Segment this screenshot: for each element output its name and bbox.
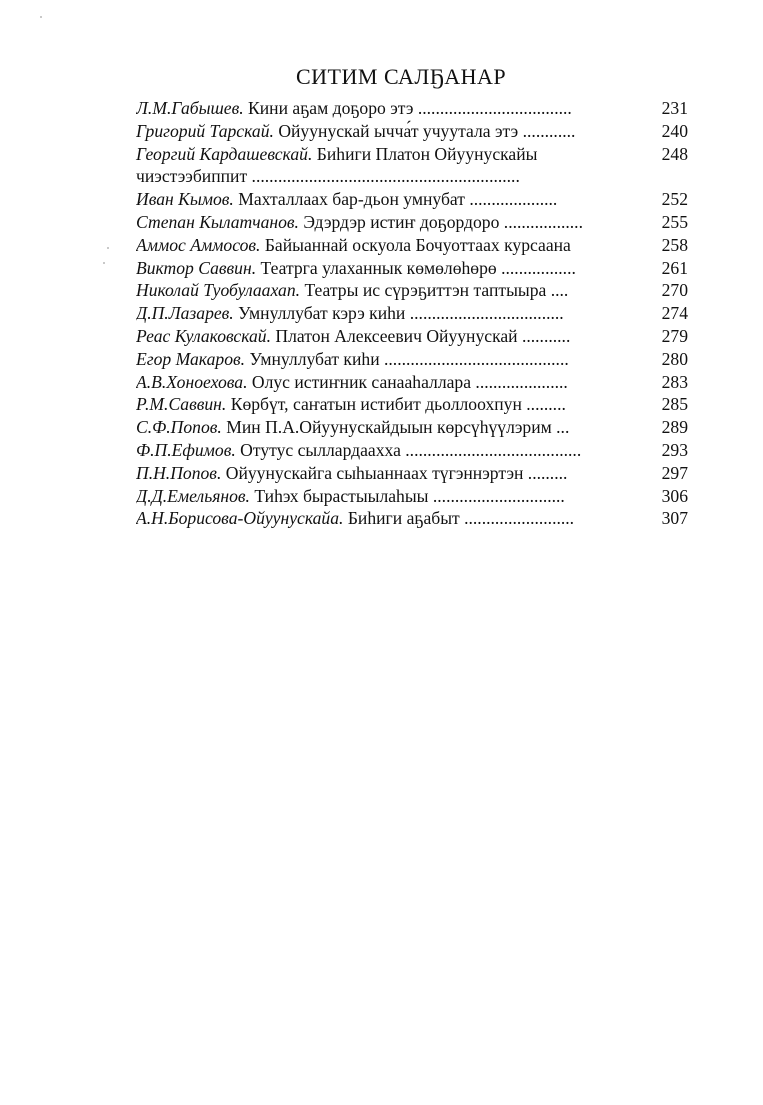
- scan-speck: [40, 16, 42, 18]
- entry-page-number: 255: [661, 211, 688, 232]
- entry-title: Театрга улаханнык көмөлөһөрө .................: [260, 257, 576, 278]
- entry-author: Степан Кылатчанов.: [136, 211, 299, 232]
- entry-author: Иван Кымов.: [136, 189, 234, 210]
- entry-title: Эдэрдэр истиҥ доҕордоро ..................: [303, 211, 583, 232]
- entry-page-number: 270: [661, 280, 688, 301]
- toc-entry: [136, 302, 688, 325]
- entry-page-number: 293: [661, 439, 688, 460]
- toc-entry: [136, 371, 688, 394]
- entry-author: А.В.Хоноехова.: [136, 371, 248, 392]
- toc-entry: [136, 416, 688, 439]
- entry-title: Махталлаах бар-дьон умнубат ....................: [238, 189, 558, 210]
- toc-entry: [136, 257, 688, 280]
- entry-author: Григорий Тарскай.: [136, 120, 274, 141]
- toc-entry: [136, 188, 688, 211]
- entry-author: Реас Кулаковскай.: [136, 325, 271, 346]
- entry-title: Мин П.А.Ойуунускайдыын көрсүһүүлэрим ...: [226, 417, 570, 438]
- entry-title: Көрбүт, саҥатын истибит дьоллоохпун .........: [230, 394, 566, 415]
- entry-author: Д.П.Лазарев.: [136, 303, 234, 324]
- toc-entry: [136, 97, 688, 120]
- entry-author: Ф.П.Ефимов.: [136, 439, 236, 460]
- toc-entry: [136, 439, 688, 462]
- entry-author: П.Н.Попов.: [136, 462, 222, 483]
- entry-page-number: 274: [661, 303, 688, 324]
- entry-author: Виктор Саввин.: [136, 257, 257, 278]
- entry-author: А.Н.Борисова-Ойуунускайа.: [136, 508, 344, 529]
- entry-title: Умнуллубат кэрэ киһи ...................................: [238, 303, 564, 324]
- toc-entry: [136, 120, 688, 143]
- page-title: СИТИМ САЛҔАНАР: [296, 64, 507, 89]
- entry-author: Егор Макаров.: [136, 348, 246, 369]
- entry-page-number: 252: [661, 189, 688, 210]
- toc-entry: [136, 485, 688, 508]
- entry-title: Биһиги Платон Ойуунускайы чиэстээбиппит .............................................................: [136, 143, 538, 186]
- toc-entry: [136, 325, 688, 348]
- entry-author: Р.М.Саввин.: [136, 394, 227, 415]
- toc-entry: [136, 462, 688, 485]
- entry-title: Театры ис сүрэҕиттэн таптыыра ....: [304, 280, 569, 301]
- entry-title: Тиһэх бырастыылаһыы ..............................: [254, 485, 565, 506]
- entry-author: Л.М.Габышев.: [136, 98, 244, 118]
- entry-page-number: 285: [661, 394, 688, 415]
- entry-page-number: 306: [661, 485, 688, 506]
- entry-title: Олус истиҥник санааһаллара .....................: [251, 371, 568, 392]
- entry-page-number: 231: [661, 98, 688, 118]
- entry-page-number: 261: [661, 257, 688, 278]
- entry-author: Георгий Кардашевскай.: [136, 143, 313, 164]
- entry-page-number: 283: [661, 371, 688, 392]
- scan-speck: [107, 247, 109, 249]
- entry-author: Николай Туобулаахап.: [136, 280, 301, 301]
- entry-title: Ойуунускай ычча́т учуутала этэ ............: [278, 120, 576, 141]
- entry-title: Умнуллубат киһи ..........................................: [249, 348, 569, 369]
- entry-author: С.Ф.Попов.: [136, 417, 222, 438]
- entry-title: Байыаннай оскуола Бочуоттаах курсаана: [264, 234, 571, 255]
- entry-title: Ойуунускайга сыһыаннаах түгэннэртэн .........: [225, 462, 568, 483]
- entry-author: Д.Д.Емельянов.: [136, 485, 250, 506]
- entry-title: Биһиги аҕабыт .........................: [347, 508, 575, 529]
- toc-entry: [136, 507, 688, 530]
- table-of-contents: [136, 97, 688, 530]
- entry-page-number: 289: [661, 417, 688, 438]
- toc-entry: [136, 279, 688, 302]
- toc-entry: [136, 211, 688, 234]
- entry-page-number: 240: [661, 120, 688, 141]
- toc-entry: [136, 143, 688, 189]
- toc-entry: [136, 348, 688, 371]
- entry-page-number: 279: [661, 325, 688, 346]
- entry-page-number: 248: [661, 143, 688, 164]
- entry-page-number: 258: [661, 234, 688, 255]
- toc-entry: [136, 393, 688, 416]
- entry-page-number: 280: [661, 348, 688, 369]
- entry-author: Аммос Аммосов.: [136, 234, 261, 255]
- entry-title: Кини аҕам доҕоро этэ ...................................: [248, 98, 572, 118]
- toc-entry: [136, 234, 688, 257]
- entry-page-number: 297: [661, 462, 688, 483]
- entry-title: Платон Алексеевич Ойуунускай ...........: [275, 325, 571, 346]
- entry-page-number: 307: [661, 508, 688, 529]
- entry-title: Отутус сыллардаахха ........................................: [240, 439, 582, 460]
- scan-speck: [103, 262, 105, 264]
